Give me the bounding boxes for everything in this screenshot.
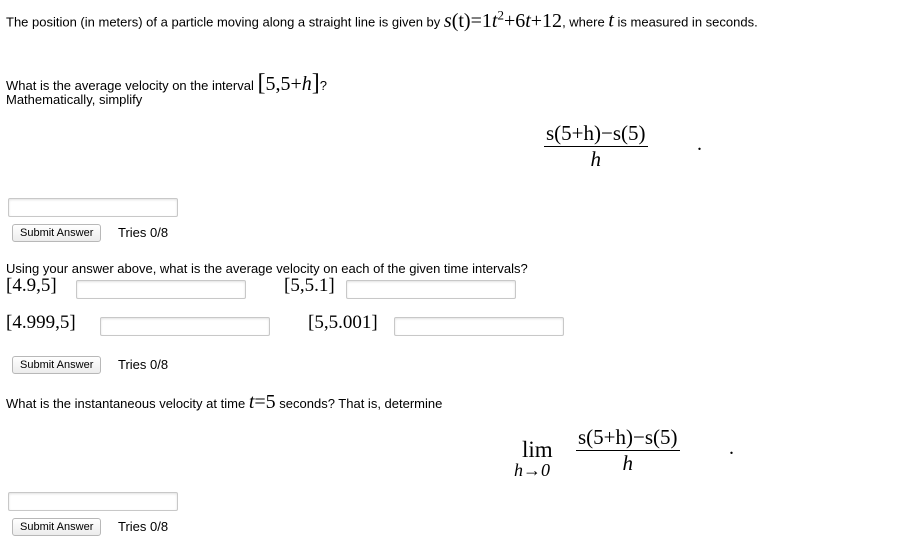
q2-tries: Tries 0/8 bbox=[118, 357, 169, 372]
formula-eq: =1 bbox=[470, 9, 492, 32]
q1-submit-button[interactable]: Submit Answer bbox=[12, 224, 101, 242]
q3-fraction bbox=[576, 424, 680, 475]
q1-interval-open: [ bbox=[257, 70, 266, 96]
q3-submit-button[interactable]: Submit Answer bbox=[12, 518, 101, 536]
q3-fraction-numerator: s(5+h)−s(5) bbox=[578, 425, 678, 449]
q1-period: . bbox=[697, 133, 702, 155]
q2-interval-label-4: [5,5.001] bbox=[308, 312, 378, 333]
formula-t: (t) bbox=[451, 9, 471, 32]
q2-interval-input-2[interactable] bbox=[346, 280, 516, 299]
q1-fraction bbox=[544, 120, 648, 171]
formula-rest: +6 bbox=[503, 9, 526, 32]
q3-eq: =5 bbox=[254, 391, 276, 413]
q3-answer-input[interactable] bbox=[8, 492, 178, 511]
q3-lim: lim bbox=[522, 437, 553, 462]
q1-tries: Tries 0/8 bbox=[118, 225, 169, 240]
q2-question: Using your answer above, what is the average velocity on each of the given time intervals? bbox=[6, 261, 528, 276]
q3-tries: Tries 0/8 bbox=[118, 519, 169, 534]
formula-t3: t bbox=[525, 9, 531, 32]
q3-question bbox=[6, 391, 442, 414]
q3-period: . bbox=[729, 437, 734, 459]
q1-qmark: ? bbox=[319, 78, 327, 93]
q2-interval-label-2: [5,5.1] bbox=[284, 275, 335, 296]
intro-text-before: The position (in meters) of a particle moving along a straight line is given by bbox=[6, 14, 441, 30]
q1-fraction-numerator: s(5+h)−s(5) bbox=[546, 121, 646, 145]
q2-submit-button[interactable]: Submit Answer bbox=[12, 356, 101, 374]
q2-interval-label-1: [4.9,5] bbox=[6, 275, 57, 296]
intro-text-mid: , where bbox=[562, 14, 605, 30]
q3-text-after: seconds? That is, determine bbox=[279, 396, 443, 411]
formula-sup: 2 bbox=[497, 7, 504, 22]
q1-interval-close: ] bbox=[311, 70, 320, 96]
var-t-text: t bbox=[608, 9, 614, 32]
formula-s: s bbox=[443, 9, 452, 32]
q1-text: What is the average velocity on the interval bbox=[6, 78, 254, 93]
q3-text-before: What is the instantaneous velocity at time bbox=[6, 396, 246, 411]
var-t bbox=[608, 10, 614, 32]
q2-interval-input-1[interactable] bbox=[76, 280, 246, 299]
q1-line2: Mathematically, simplify bbox=[6, 92, 143, 107]
formula-end: +12 bbox=[530, 9, 563, 32]
q2-interval-label-3: [4.999,5] bbox=[6, 312, 76, 333]
q1-interval bbox=[257, 70, 320, 96]
intro-text-after: is measured in seconds. bbox=[617, 14, 758, 30]
position-formula bbox=[443, 7, 563, 32]
intro-line bbox=[6, 7, 758, 33]
q1-answer-input[interactable] bbox=[8, 198, 178, 217]
formula-t2: t bbox=[491, 9, 498, 32]
q3-var-t: t bbox=[248, 391, 255, 413]
q1-interval-body: 5,5+ bbox=[265, 73, 302, 95]
q1-fraction-denominator: h bbox=[590, 147, 601, 171]
q2-interval-input-3[interactable] bbox=[100, 317, 270, 336]
q3-fraction-denominator: h bbox=[622, 451, 633, 475]
q2-interval-input-4[interactable] bbox=[394, 317, 564, 336]
q3-lim-sub: h→0 bbox=[514, 460, 550, 480]
q3-time-eq bbox=[249, 391, 276, 413]
q1-interval-h: h bbox=[301, 73, 312, 95]
